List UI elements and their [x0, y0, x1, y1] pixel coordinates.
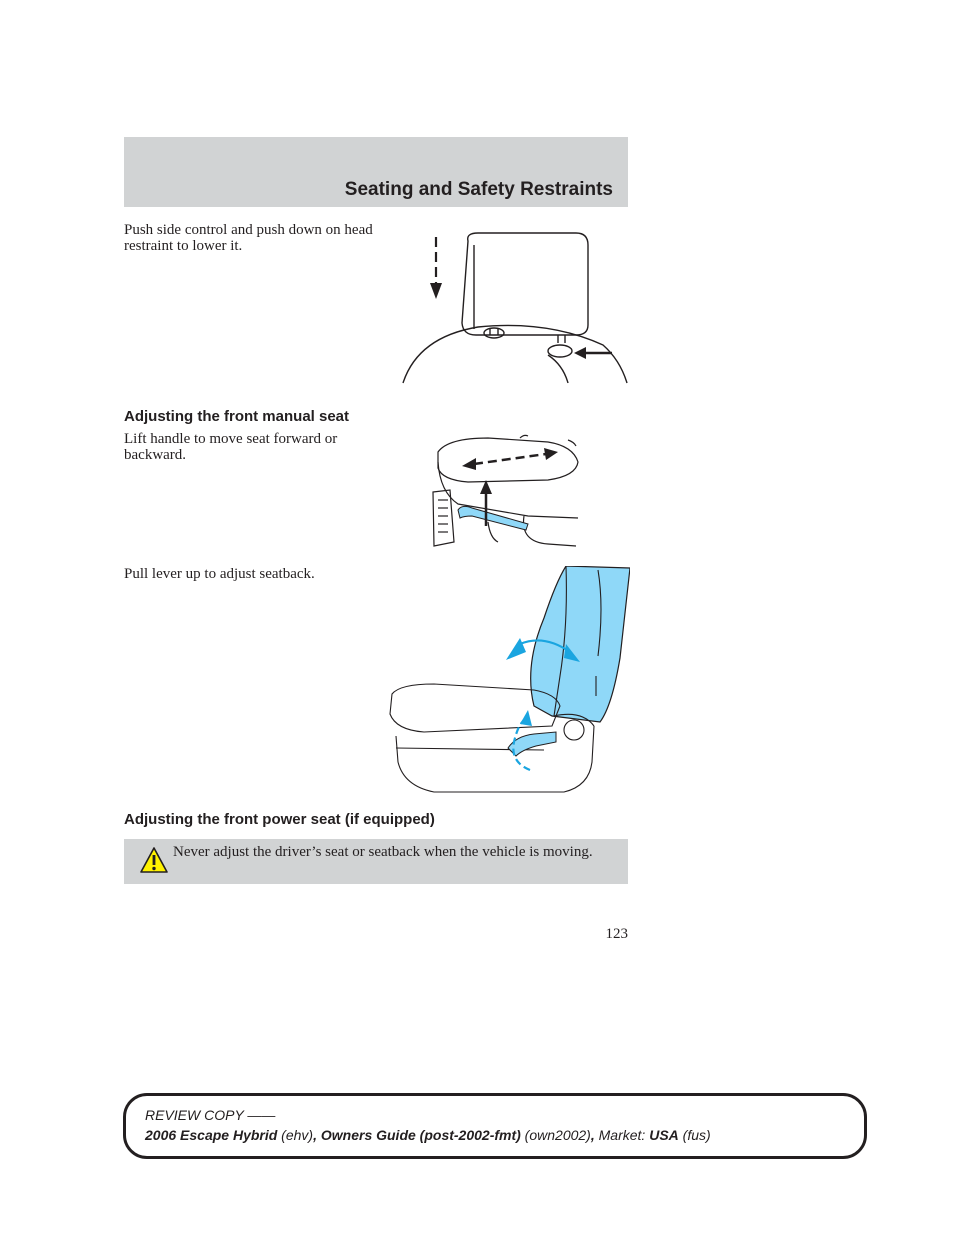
page-title: Seating and Safety Restraints — [344, 179, 613, 200]
warning-box — [124, 839, 628, 884]
review-copy-details — [145, 1127, 711, 1143]
guide-name: Owners Guide (post-2002-fmt) — [320, 1127, 521, 1143]
power-seat-heading: Adjusting the front power seat (if equipped) — [124, 811, 435, 828]
review-copy-label: REVIEW COPY —— — [145, 1107, 276, 1123]
review-copy-box — [123, 1093, 867, 1159]
section-header-band — [124, 137, 628, 207]
seatback-instruction: Pull lever up to adjust seatback. — [124, 566, 315, 582]
market-name: USA — [649, 1127, 679, 1143]
seatback-illustration — [384, 566, 630, 794]
head-restraint-illustration — [398, 225, 630, 387]
page-number: 123 — [605, 926, 628, 942]
market-code: (fus) — [678, 1127, 711, 1143]
manual-seat-illustration — [428, 432, 580, 550]
guide-code: (own2002) — [520, 1127, 591, 1143]
market-label: Market: — [598, 1127, 650, 1143]
head-restraint-instruction: Push side control and push down on head restraint to lower it. — [124, 222, 373, 254]
manual-seat-heading: Adjusting the front manual seat — [124, 408, 350, 425]
warning-triangle-icon — [139, 846, 169, 874]
warning-text: Never adjust the driver’s seat or seatback when the vehicle is moving. — [173, 844, 593, 860]
manual-seat-instruction: Lift handle to move seat forward or backward. — [124, 431, 338, 463]
separator: , — [590, 1127, 599, 1143]
vehicle-name: 2006 Escape Hybrid — [145, 1127, 278, 1143]
separator: , — [313, 1127, 321, 1143]
vehicle-code: (ehv) — [277, 1127, 314, 1143]
